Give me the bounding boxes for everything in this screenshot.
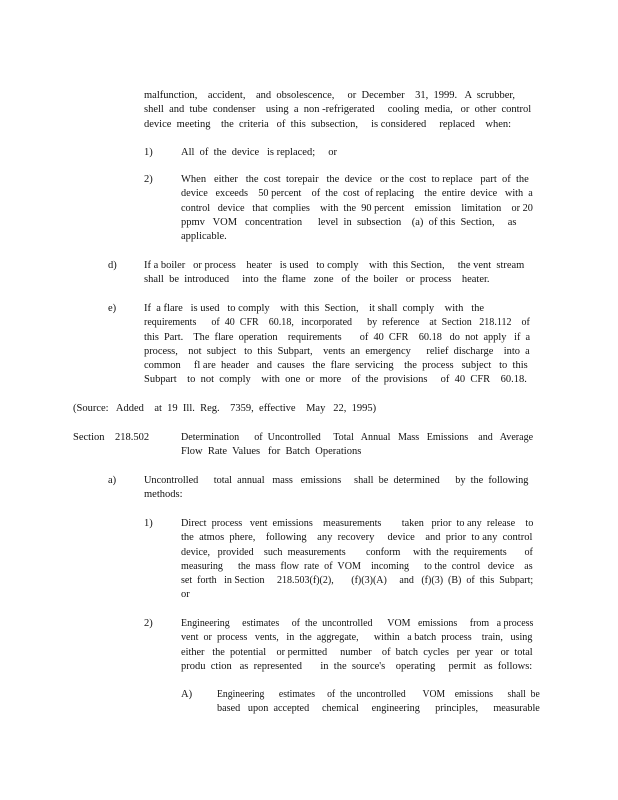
text-line: When either the cost torepair the device or the cost to replace part of the: [181, 174, 529, 185]
list-item-text: [181, 617, 533, 674]
text-line: Direct process vent emissions measurements taken prior to any release to: [181, 518, 534, 529]
text-line: measuring the mass flow rate of VOM incoming to the control device as: [181, 560, 533, 572]
list-marker: a): [108, 475, 117, 486]
list-item-text: [181, 146, 533, 160]
text-line: ppmv VOM concentration level in subsection (a) of this Section, as: [181, 216, 517, 228]
text-line: device meeting the criteria of this subsection, is considered replaced when:: [144, 118, 512, 130]
text-line: or: [181, 589, 190, 601]
text-line: If a flare is used to comply with this Section, it shall comply with the: [144, 303, 485, 314]
text-line: Flow Rate Values for Batch Operations: [181, 446, 362, 458]
list-marker: 2): [144, 618, 153, 629]
intro-paragraph: [144, 89, 532, 132]
text-line: If a boiler or process heater is used to comply with this Section, the vent stream: [144, 260, 525, 271]
list-marker: 1): [144, 518, 153, 529]
list-item-text: [144, 474, 528, 503]
list-item-text: [144, 259, 524, 288]
text-line: Subpart to not comply with one or more of the provisions of 40 CFR 60.18.: [144, 374, 527, 386]
text-line: applicable.: [181, 231, 227, 243]
text-line: All of the device is replaced; or: [181, 147, 337, 158]
text-line: requirements of 40 CFR 60.18, incorporated by reference at Section 218.112 of: [144, 317, 530, 329]
list-marker: 2): [144, 174, 153, 185]
list-item-text: [181, 173, 533, 244]
list-item-text: [144, 302, 530, 388]
section-title: [181, 431, 533, 460]
text-line: common fl are header and causes the flare servicing the process subject to this: [144, 360, 528, 372]
text-line: produ ction as represented in the source's operating permit as follows:: [181, 660, 533, 672]
text-line: either the potential or permitted number of batch cycles per year or total: [181, 646, 533, 658]
text-line: device, provided such measurements conform with the requirements of: [181, 546, 533, 558]
list-marker: d): [108, 260, 117, 271]
text-line: shell and tube condenser using a non -refrigerated cooling media, or other control: [144, 104, 532, 116]
text-line: methods:: [144, 489, 183, 501]
list-marker: A): [181, 689, 193, 700]
text-line: the atmos phere, following any recovery device and prior to any control: [181, 532, 533, 544]
text-line: this Part. The flare operation requirements of 40 CFR 60.18 do not apply if a: [144, 331, 531, 343]
text-line: Engineering estimates of the uncontrolled VOM emissions from a process: [181, 618, 534, 629]
list-marker: e): [108, 303, 117, 314]
section-number: Section 218.502: [73, 432, 150, 443]
text-line: Uncontrolled total annual mass emissions shall be determined by the following: [144, 475, 529, 486]
text-line: based upon accepted chemical engineering principles, measurable: [217, 703, 540, 715]
list-marker: 1): [144, 147, 153, 158]
text-line: control device that complies with the 90 percent emission limitation or 20: [181, 202, 533, 214]
list-item-text: [217, 688, 540, 717]
list-item-text: [181, 517, 533, 603]
text-line: process, not subject to this Subpart, vents an emergency relief discharge into a: [144, 345, 530, 357]
text-line: Determination of Uncontrolled Total Annual Mass Emissions and Average: [181, 432, 534, 443]
source-note: [73, 402, 393, 416]
text-line: vent or process vents, in the aggregate, within a batch process train, using: [181, 632, 533, 644]
text-line: malfunction, accident, and obsolescence, or December 31, 1999. A scrubber,: [144, 90, 516, 101]
text-line: shall be introduced into the flame zone of the boiler or process heater.: [144, 274, 490, 286]
text-line: (Source: Added at 19 Ill. Reg. 7359, effective May 22, 1995): [73, 403, 377, 414]
text-line: Engineering estimates of the uncontrolled VOM emissions shall be: [217, 689, 540, 700]
text-line: set forth in Section 218.503(f)(2), (f)(3)(A) and (f)(3) (B) of this Subpart;: [181, 575, 534, 587]
text-line: device exceeds 50 percent of the cost of replacing the entire device with a: [181, 188, 533, 200]
